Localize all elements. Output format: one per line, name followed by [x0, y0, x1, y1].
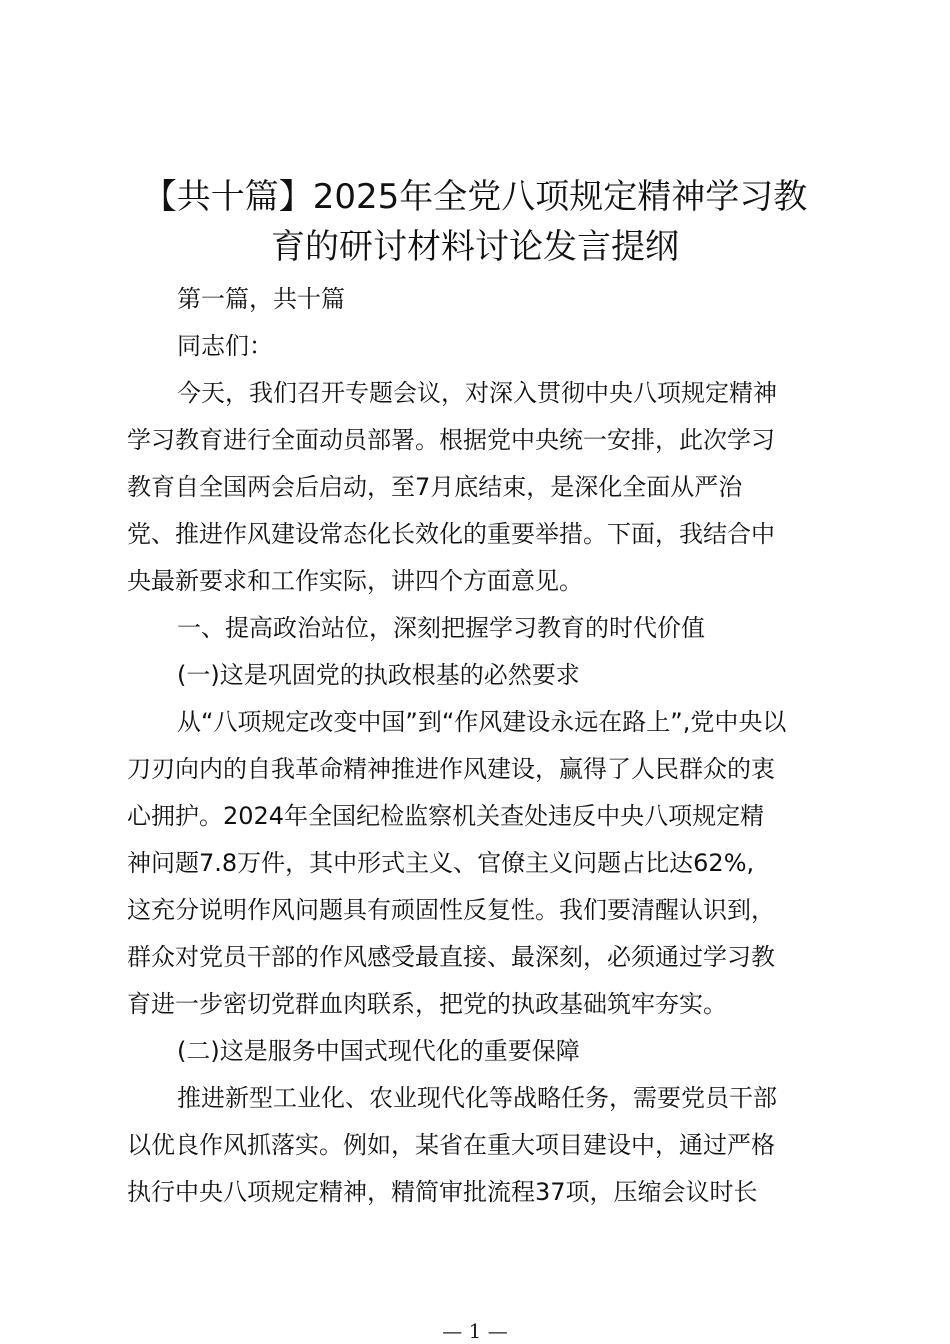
body-line: 央最新要求和工作实际，讲四个方面意见。 [127, 567, 583, 595]
document-body [127, 276, 827, 1216]
body-line: 群众对党员干部的作风感受最直接、最深刻，必须通过学习教 [127, 943, 775, 971]
body-line: 一、提高政治站位，深刻把握学习教育的时代价值 [177, 614, 705, 642]
body-line: 推进新型工业化、农业现代化等战略任务，需要党员干部 [177, 1084, 777, 1112]
body-line: 同志们： [177, 332, 273, 360]
title-line: 育的研讨材料讨论发言提纲 [271, 227, 679, 267]
body-line: 刀刃向内的自我革命精神推进作风建设，赢得了人民群众的衷 [127, 755, 775, 783]
document-title [110, 172, 840, 272]
body-line: 神问题7.8万件，其中形式主义、官僚主义问题占比达62%, [127, 849, 755, 877]
title-line: 【共十篇】2025年全党八项规定精神学习教 [142, 177, 808, 217]
body-line: 这充分说明作风问题具有顽固性反复性。我们要清醒认识到， [127, 896, 775, 924]
body-line: 教育自全国两会后启动，至7月底结束，是深化全面从严治 [127, 473, 743, 501]
body-line: 党、推进作风建设常态化长效化的重要举措。下面，我结合中 [127, 520, 775, 548]
body-line: 以优良作风抓落实。例如，某省在重大项目建设中，通过严格 [127, 1131, 775, 1159]
body-line: 学习教育进行全面动员部署。根据党中央统一安排，此次学习 [127, 426, 775, 454]
body-line: 育进一步密切党群血肉联系，把党的执政基础筑牢夯实。 [127, 990, 727, 1018]
body-line: 第一篇，共十篇 [177, 285, 345, 313]
body-line: (二)这是服务中国式现代化的重要保障 [177, 1037, 580, 1065]
body-line: 执行中央八项规定精神，精简审批流程37项，压缩会议时长 [127, 1178, 758, 1206]
page-number: — 1 — [442, 1319, 508, 1343]
body-line: 心拥护。2024年全国纪检监察机关查处违反中央八项规定精 [127, 802, 765, 830]
body-line: 从“八项规定改变中国”到“作风建设永远在路上”,党中央以 [177, 708, 787, 736]
body-line: 今天，我们召开专题会议，对深入贯彻中央八项规定精神 [177, 379, 777, 407]
body-line: (一)这是巩固党的执政根基的必然要求 [177, 661, 580, 689]
